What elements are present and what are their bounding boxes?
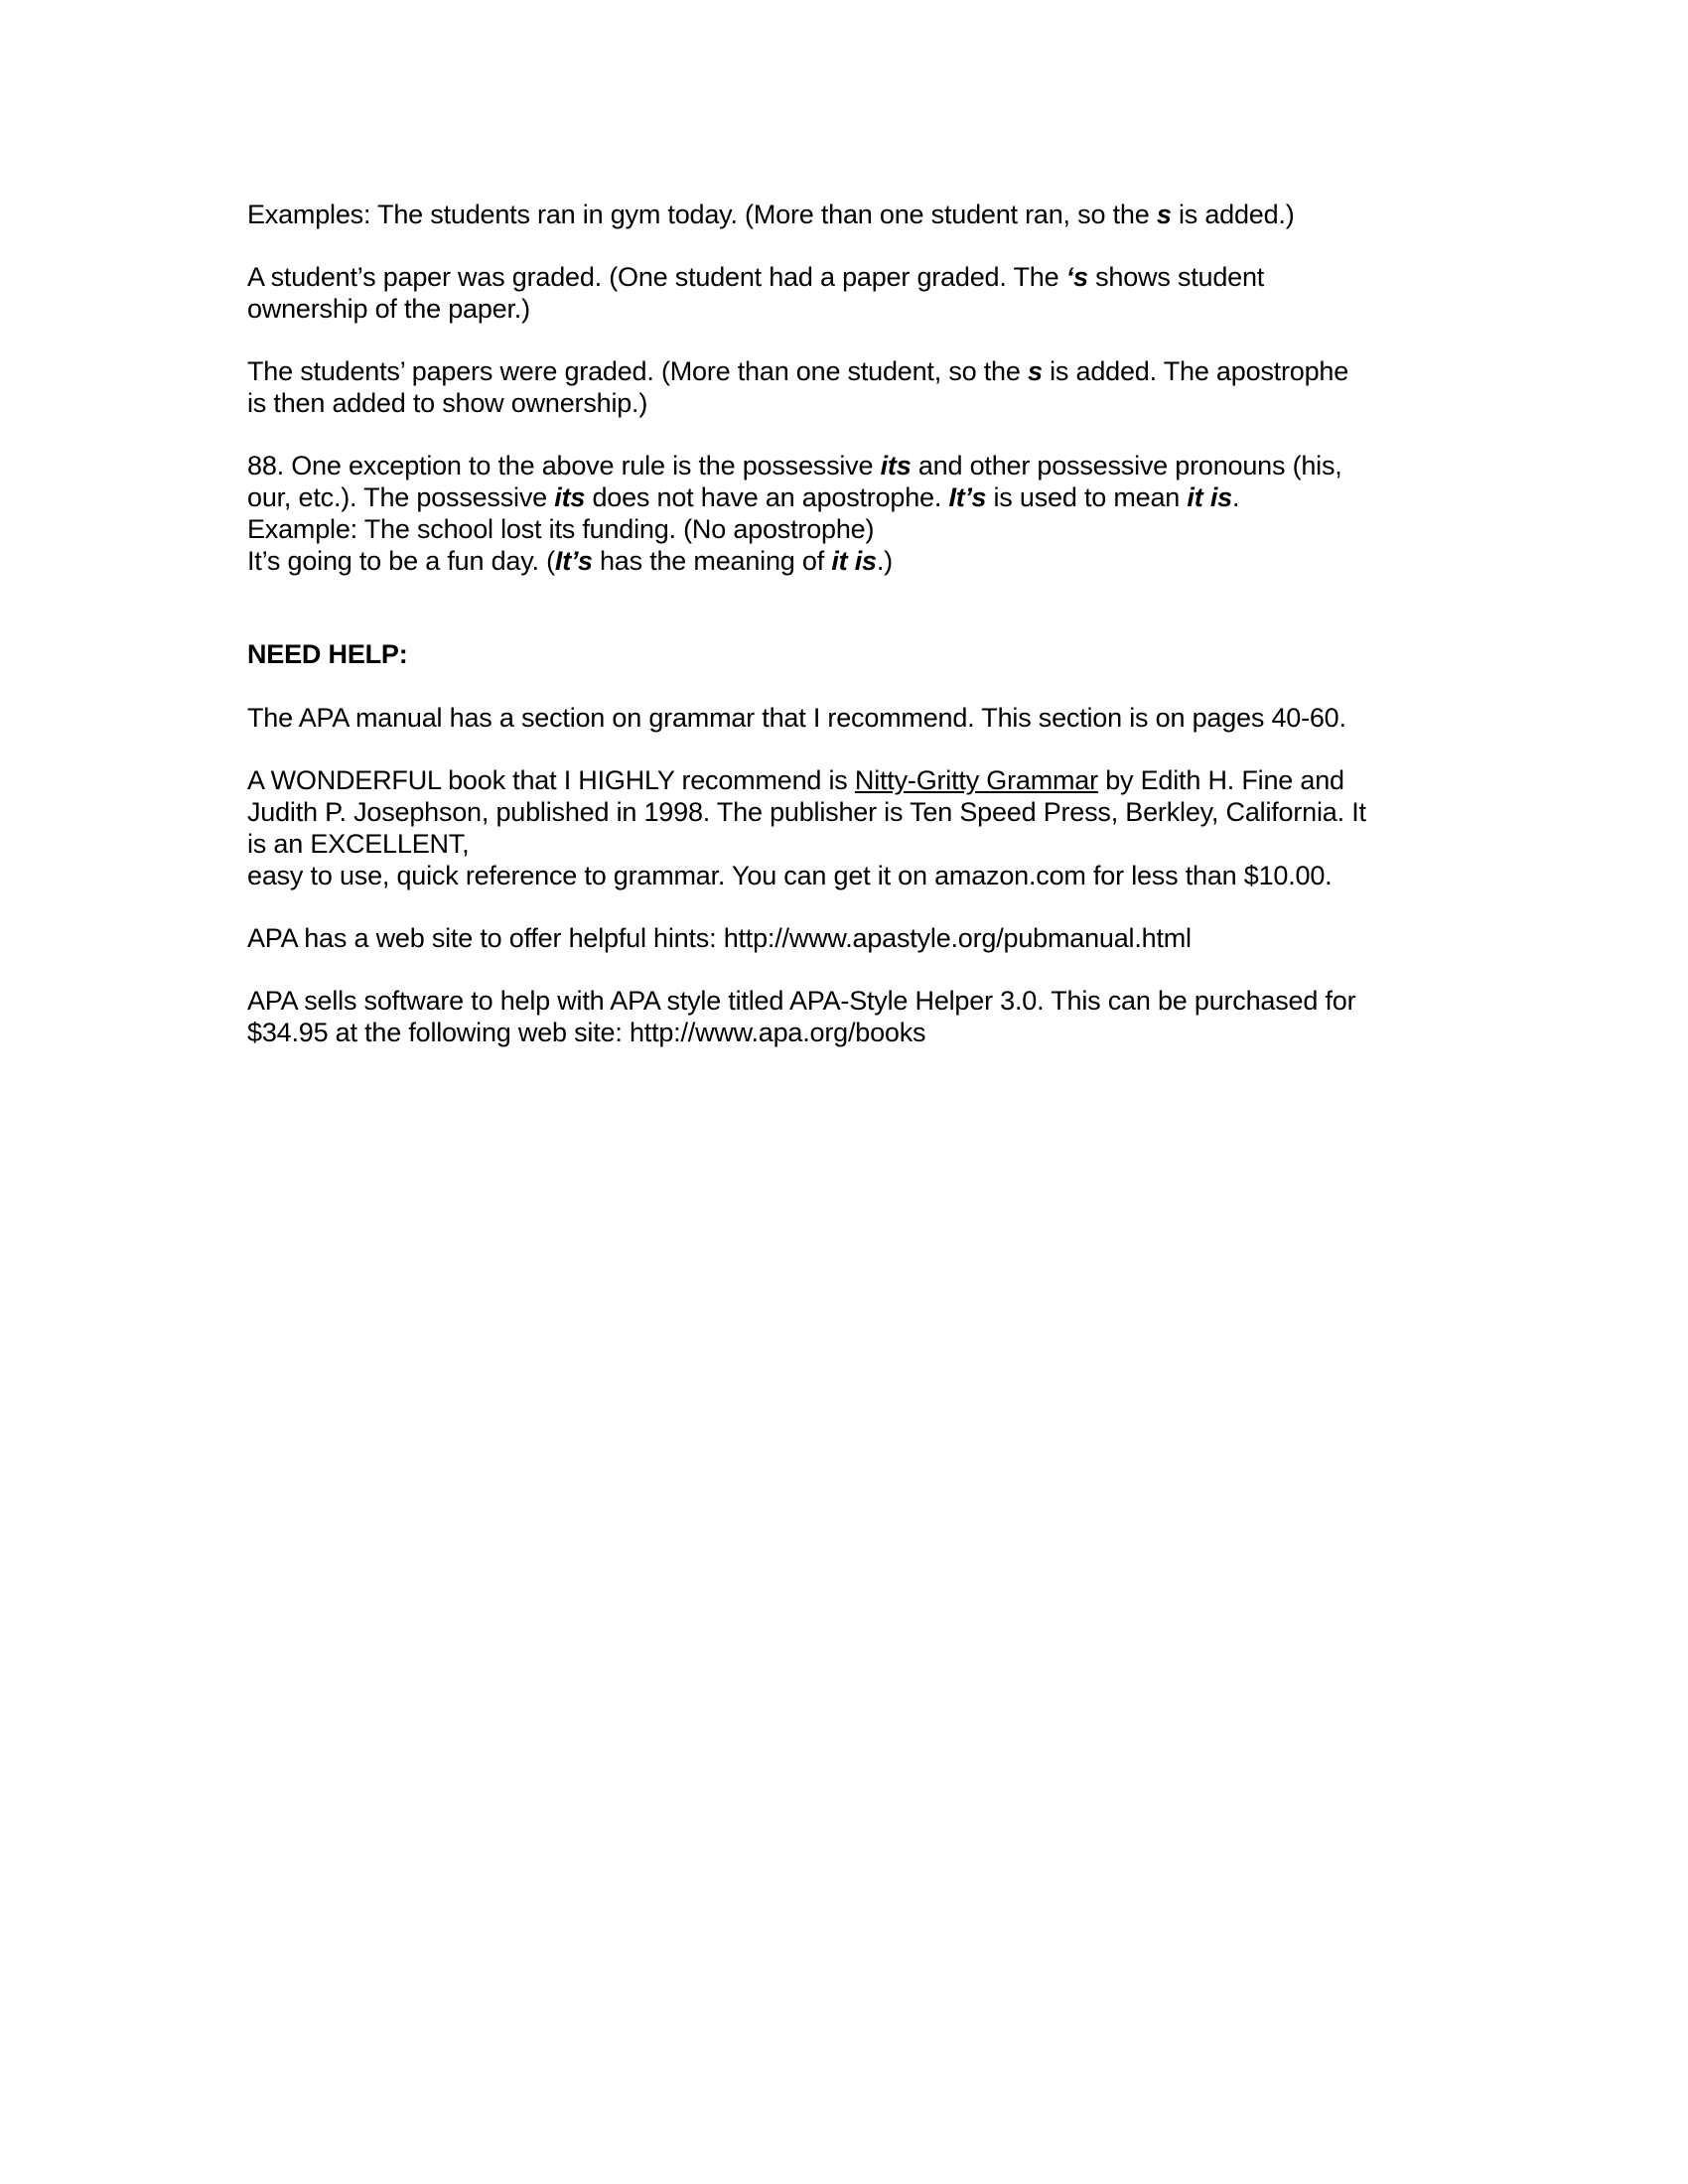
apa-manual-note: [247, 702, 1439, 734]
help-line: A WONDERFUL book that I HIGHLY recommend is Nitty-Gritty Grammar by Edith H. Fine and: [247, 765, 1344, 795]
emphasis-it-is: it is: [831, 546, 877, 576]
emphasis-its-contraction: It’s: [554, 546, 593, 576]
help-line: APA sells software to help with APA style titled APA-Style Helper 3.0. This can be purchased for: [247, 986, 1356, 1016]
example-line: The students’ papers were graded. (More than one student, so the s is added. The apostrophe: [247, 356, 1349, 386]
need-help-heading: NEED HELP:: [247, 639, 408, 669]
example-students-papers: [247, 355, 1439, 419]
rule-line: 88. One exception to the above rule is the possessive its and other possessive pronouns (his,: [247, 451, 1342, 480]
emphasis-its: its: [880, 451, 912, 480]
help-line: $34.95 at the following web site: http://www.apa.org/books: [247, 1018, 926, 1047]
emphasis-s: s: [1027, 356, 1043, 386]
emphasis-its: its: [554, 482, 586, 512]
emphasis-its-contraction: It’s: [948, 482, 987, 512]
help-line: The APA manual has a section on grammar that I recommend. This section is on pages 40-60.: [247, 703, 1346, 733]
help-line: APA has a web site to offer helpful hints: http://www.apastyle.org/pubmanual.html: [247, 923, 1192, 953]
apa-software-note: [247, 985, 1439, 1048]
emphasis-s: s: [1156, 200, 1172, 229]
document-page: [247, 199, 1439, 1079]
apa-website-note: [247, 922, 1439, 954]
book-title: Nitty-Gritty Grammar: [854, 765, 1098, 795]
rule-line: It’s going to be a fun day. (It’s has the meaning of it is.): [247, 546, 893, 576]
book-recommendation: [247, 764, 1439, 891]
rule-line: Example: The school lost its funding. (No apostrophe): [247, 514, 875, 544]
example-line: ownership of the paper.): [247, 294, 530, 324]
rule-88: [247, 450, 1439, 577]
example-line: A student’s paper was graded. (One student had a paper graded. The ‘s shows student: [247, 262, 1265, 292]
help-line: is an EXCELLENT,: [247, 829, 470, 859]
example-students-ran: [247, 199, 1439, 230]
example-line: Examples: The students ran in gym today. (More than one student ran, so the s is added.): [247, 200, 1295, 229]
rule-line: our, etc.). The possessive its does not have an apostrophe. It’s is used to mean it is.: [247, 482, 1240, 512]
help-line: Judith P. Josephson, published in 1998. The publisher is Ten Speed Press, Berkley, California. It: [247, 797, 1366, 827]
emphasis-apostrophe-s: ‘s: [1065, 262, 1088, 292]
help-line: easy to use, quick reference to grammar. You can get it on amazon.com for less than $10.00.: [247, 861, 1333, 890]
example-line: is then added to show ownership.): [247, 388, 648, 418]
example-student-paper: [247, 261, 1439, 325]
emphasis-it-is: it is: [1187, 482, 1232, 512]
